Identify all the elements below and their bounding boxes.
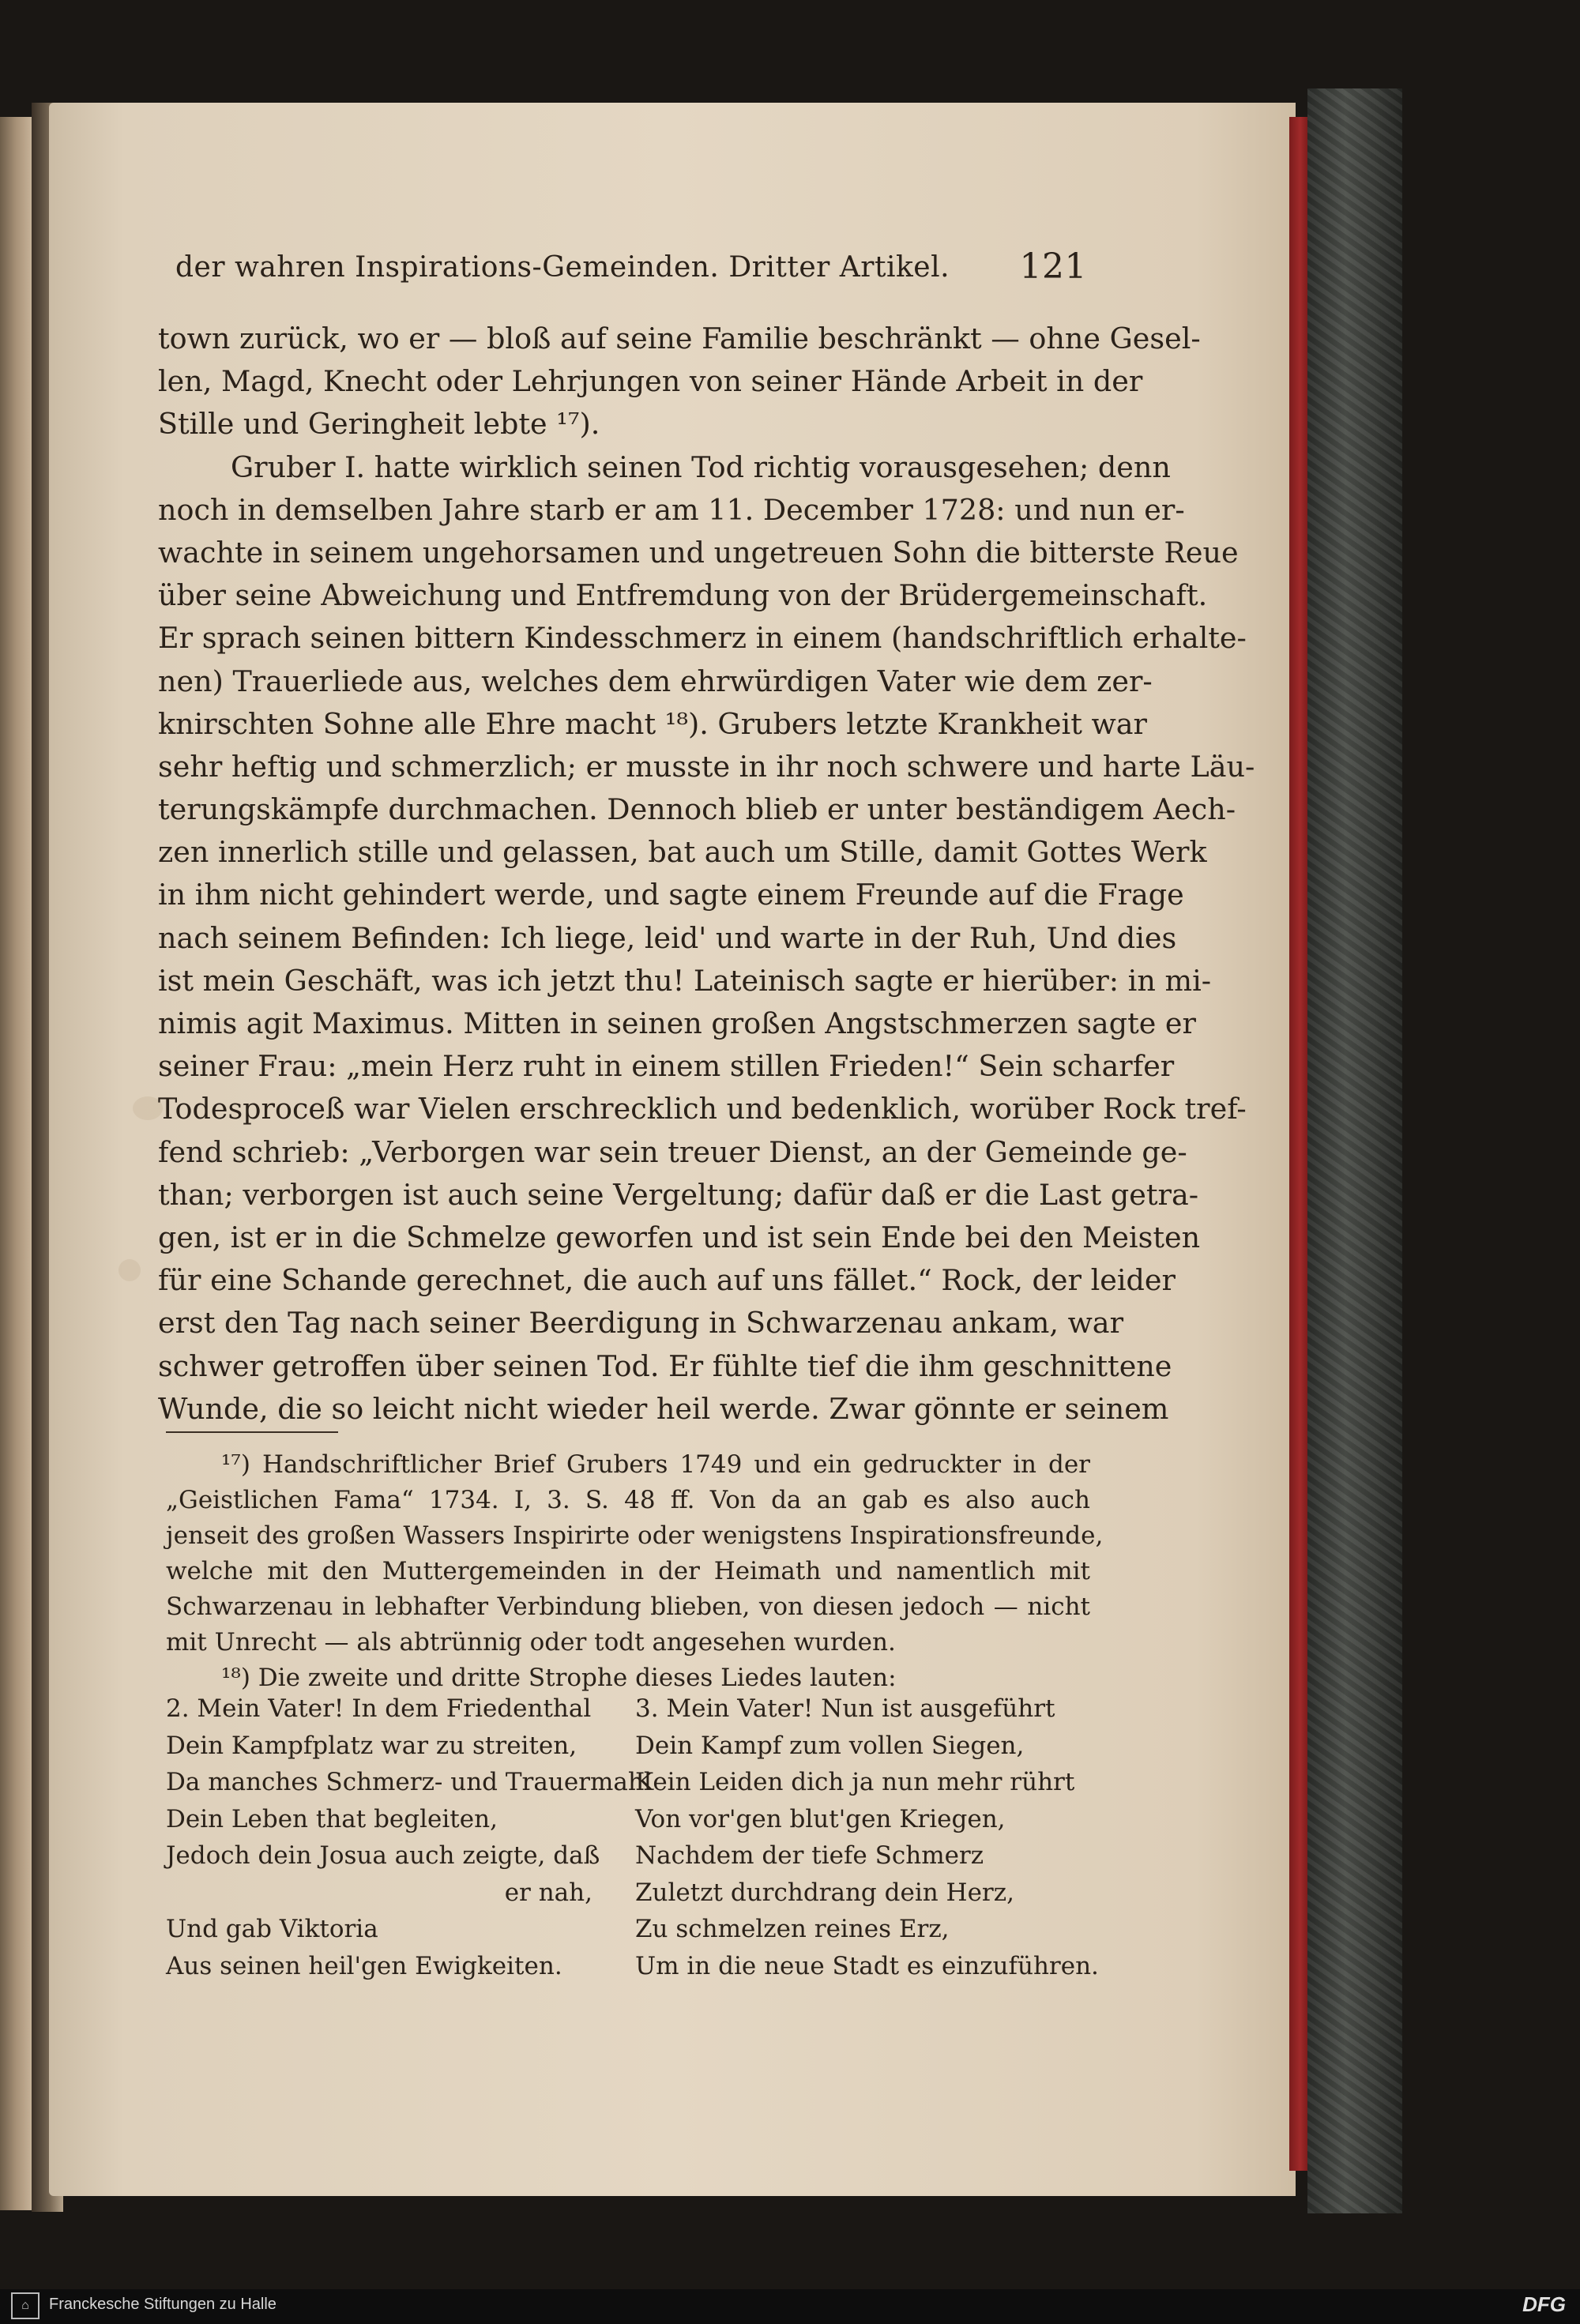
body-line: für eine Schande gerechnet, die auch auf uns fället.“ Rock, der leider bbox=[158, 1263, 1176, 1298]
body-line: ist mein Geschäft, was ich jetzt thu! Lateinisch sagte er hierüber: in mi- bbox=[158, 963, 1212, 998]
verse-line: Und gab Viktoria bbox=[166, 1915, 378, 1943]
verse-line: Um in die neue Stadt es einzuführen. bbox=[635, 1951, 1099, 1980]
book-cover bbox=[1307, 88, 1402, 2213]
body-line: nen) Trauerliede aus, welches dem ehrwürdigen Vater wie dem zer- bbox=[158, 664, 1153, 698]
verse-line: Zuletzt durchdrang dein Herz, bbox=[635, 1878, 1014, 1907]
running-header bbox=[175, 246, 1087, 287]
body-line: wachte in seinem ungehorsamen und ungetreuen Sohn die bitterste Reue bbox=[158, 535, 1239, 570]
footnote-line: Schwarzenau in lebhafter Verbindung blieben, von diesen jedoch — nicht bbox=[166, 1593, 1090, 1621]
foxing-spot bbox=[118, 1259, 141, 1281]
footnote-line: ¹⁸) Die zweite und dritte Strophe dieses Liedes lauten: bbox=[221, 1664, 897, 1692]
body-line: fend schrieb: „Verborgen war sein treuer Dienst, an der Gemeinde ge- bbox=[158, 1134, 1187, 1169]
verse-line: Aus seinen heil'gen Ewigkeiten. bbox=[166, 1951, 562, 1980]
footnote-line: mit Unrecht — als abtrünnig oder todt angesehen wurden. bbox=[166, 1628, 896, 1657]
footnote-line: „Geistlichen Fama“ 1734. I, 3. S. 48 ff. Von da an gab es also auch bbox=[166, 1486, 1090, 1514]
verse-line: Dein Leben that begleiten, bbox=[166, 1804, 498, 1833]
body-line: nach seinem Befinden: Ich liege, leid' und warte in der Ruh, Und dies bbox=[158, 920, 1177, 955]
verse-line: Dein Kampf zum vollen Siegen, bbox=[635, 1731, 1025, 1760]
body-line: seiner Frau: „mein Herz ruht in einem stillen Frieden!“ Sein scharfer bbox=[158, 1049, 1175, 1084]
body-line: Gruber I. hatte wirklich seinen Tod richtig vorausgesehen; denn bbox=[231, 449, 1171, 484]
footnotes bbox=[166, 1447, 1104, 1696]
dfg-logo: DFG bbox=[1522, 2292, 1566, 2316]
body-text bbox=[158, 318, 1255, 1431]
footnote-line: jenseit des großen Wassers Inspirirte oder wenigstens Inspirationsfreunde, bbox=[166, 1521, 1104, 1550]
verse-line: Von vor'gen blut'gen Kriegen, bbox=[635, 1804, 1006, 1833]
body-line: knirschten Sohne alle Ehre macht ¹⁸). Grubers letzte Krankheit war bbox=[158, 706, 1147, 741]
body-line: town zurück, wo er — bloß auf seine Familie beschränkt — ohne Gesel- bbox=[158, 322, 1201, 355]
page-number: 121 bbox=[1019, 246, 1087, 287]
body-line: gen, ist er in die Schmelze geworfen und ist sein Ende bei den Meisten bbox=[158, 1220, 1201, 1254]
verse-line: Nachdem der tiefe Schmerz bbox=[635, 1841, 984, 1870]
body-line: Er sprach seinen bittern Kindesschmerz in einem (handschriftlich erhalte- bbox=[158, 621, 1247, 656]
verse-column-left bbox=[166, 1690, 652, 1984]
verse-line: Kein Leiden dich ja nun mehr rührt bbox=[635, 1768, 1075, 1796]
body-line: Todesproceß war Vielen erschrecklich und bedenklich, worüber Rock tref- bbox=[158, 1092, 1247, 1126]
body-line: Wunde, die so leicht nicht wieder heil werde. Zwar gönnte er seinem bbox=[158, 1391, 1169, 1426]
body-line: len, Magd, Knecht oder Lehrjungen von seiner Hände Arbeit in der bbox=[158, 364, 1143, 399]
body-line: schwer getroffen über seinen Tod. Er fühlte tief die ihm geschnittene bbox=[158, 1348, 1172, 1383]
verse-line: Zu schmelzen reines Erz, bbox=[635, 1915, 950, 1943]
body-line: than; verborgen ist auch seine Vergeltung; dafür daß er die Last getra- bbox=[158, 1177, 1199, 1212]
verse-column-right bbox=[635, 1690, 1101, 1984]
scan-credit: Franckesche Stiftungen zu Halle bbox=[49, 2296, 276, 2313]
body-line: Stille und Geringheit lebte ¹⁷). bbox=[158, 407, 600, 442]
footnote-line: welche mit den Muttergemeinden in der Heimath und namentlich mit bbox=[166, 1557, 1090, 1585]
body-line: in ihm nicht gehindert werde, und sagte einem Freunde auf die Frage bbox=[158, 878, 1184, 912]
institution-logo-icon: ⌂ bbox=[11, 2292, 40, 2319]
body-line: terungskämpfe durchmachen. Dennoch blieb er unter beständigem Aech- bbox=[158, 792, 1236, 827]
verse-line: Jedoch dein Josua auch zeigte, daß bbox=[166, 1841, 600, 1870]
body-line: nimis agit Maximus. Mitten in seinen großen Angstschmerzen sagte er bbox=[158, 1006, 1196, 1040]
footnote-rule bbox=[166, 1431, 338, 1433]
body-line: sehr heftig und schmerzlich; er musste in ihr noch schwere und harte Läu- bbox=[158, 749, 1255, 784]
body-line: noch in demselben Jahre starb er am 11. December 1728: und nun er- bbox=[158, 492, 1185, 527]
verse-line: 2. Mein Vater! In dem Friedenthal bbox=[166, 1694, 592, 1723]
running-header-text: der wahren Inspirations-Gemeinden. Dritter Artikel. bbox=[175, 251, 950, 284]
body-line: zen innerlich stille und gelassen, bat auch um Stille, damit Gottes Werk bbox=[158, 835, 1207, 870]
verse-line: 3. Mein Vater! Nun ist ausgeführt bbox=[635, 1694, 1055, 1723]
footnote-line: ¹⁷) Handschriftlicher Brief Grubers 1749 und ein gedruckter in der bbox=[221, 1450, 1090, 1479]
body-line: über seine Abweichung und Entfremdung von der Brüdergemeinschaft. bbox=[158, 578, 1208, 613]
body-line: erst den Tag nach seiner Beerdigung in Schwarzenau ankam, war bbox=[158, 1306, 1124, 1341]
verse-line: Da manches Schmerz- und Trauermahl bbox=[166, 1768, 652, 1796]
verse-line: Dein Kampfplatz war zu streiten, bbox=[166, 1731, 577, 1760]
verse-line: er nah, bbox=[504, 1878, 592, 1907]
